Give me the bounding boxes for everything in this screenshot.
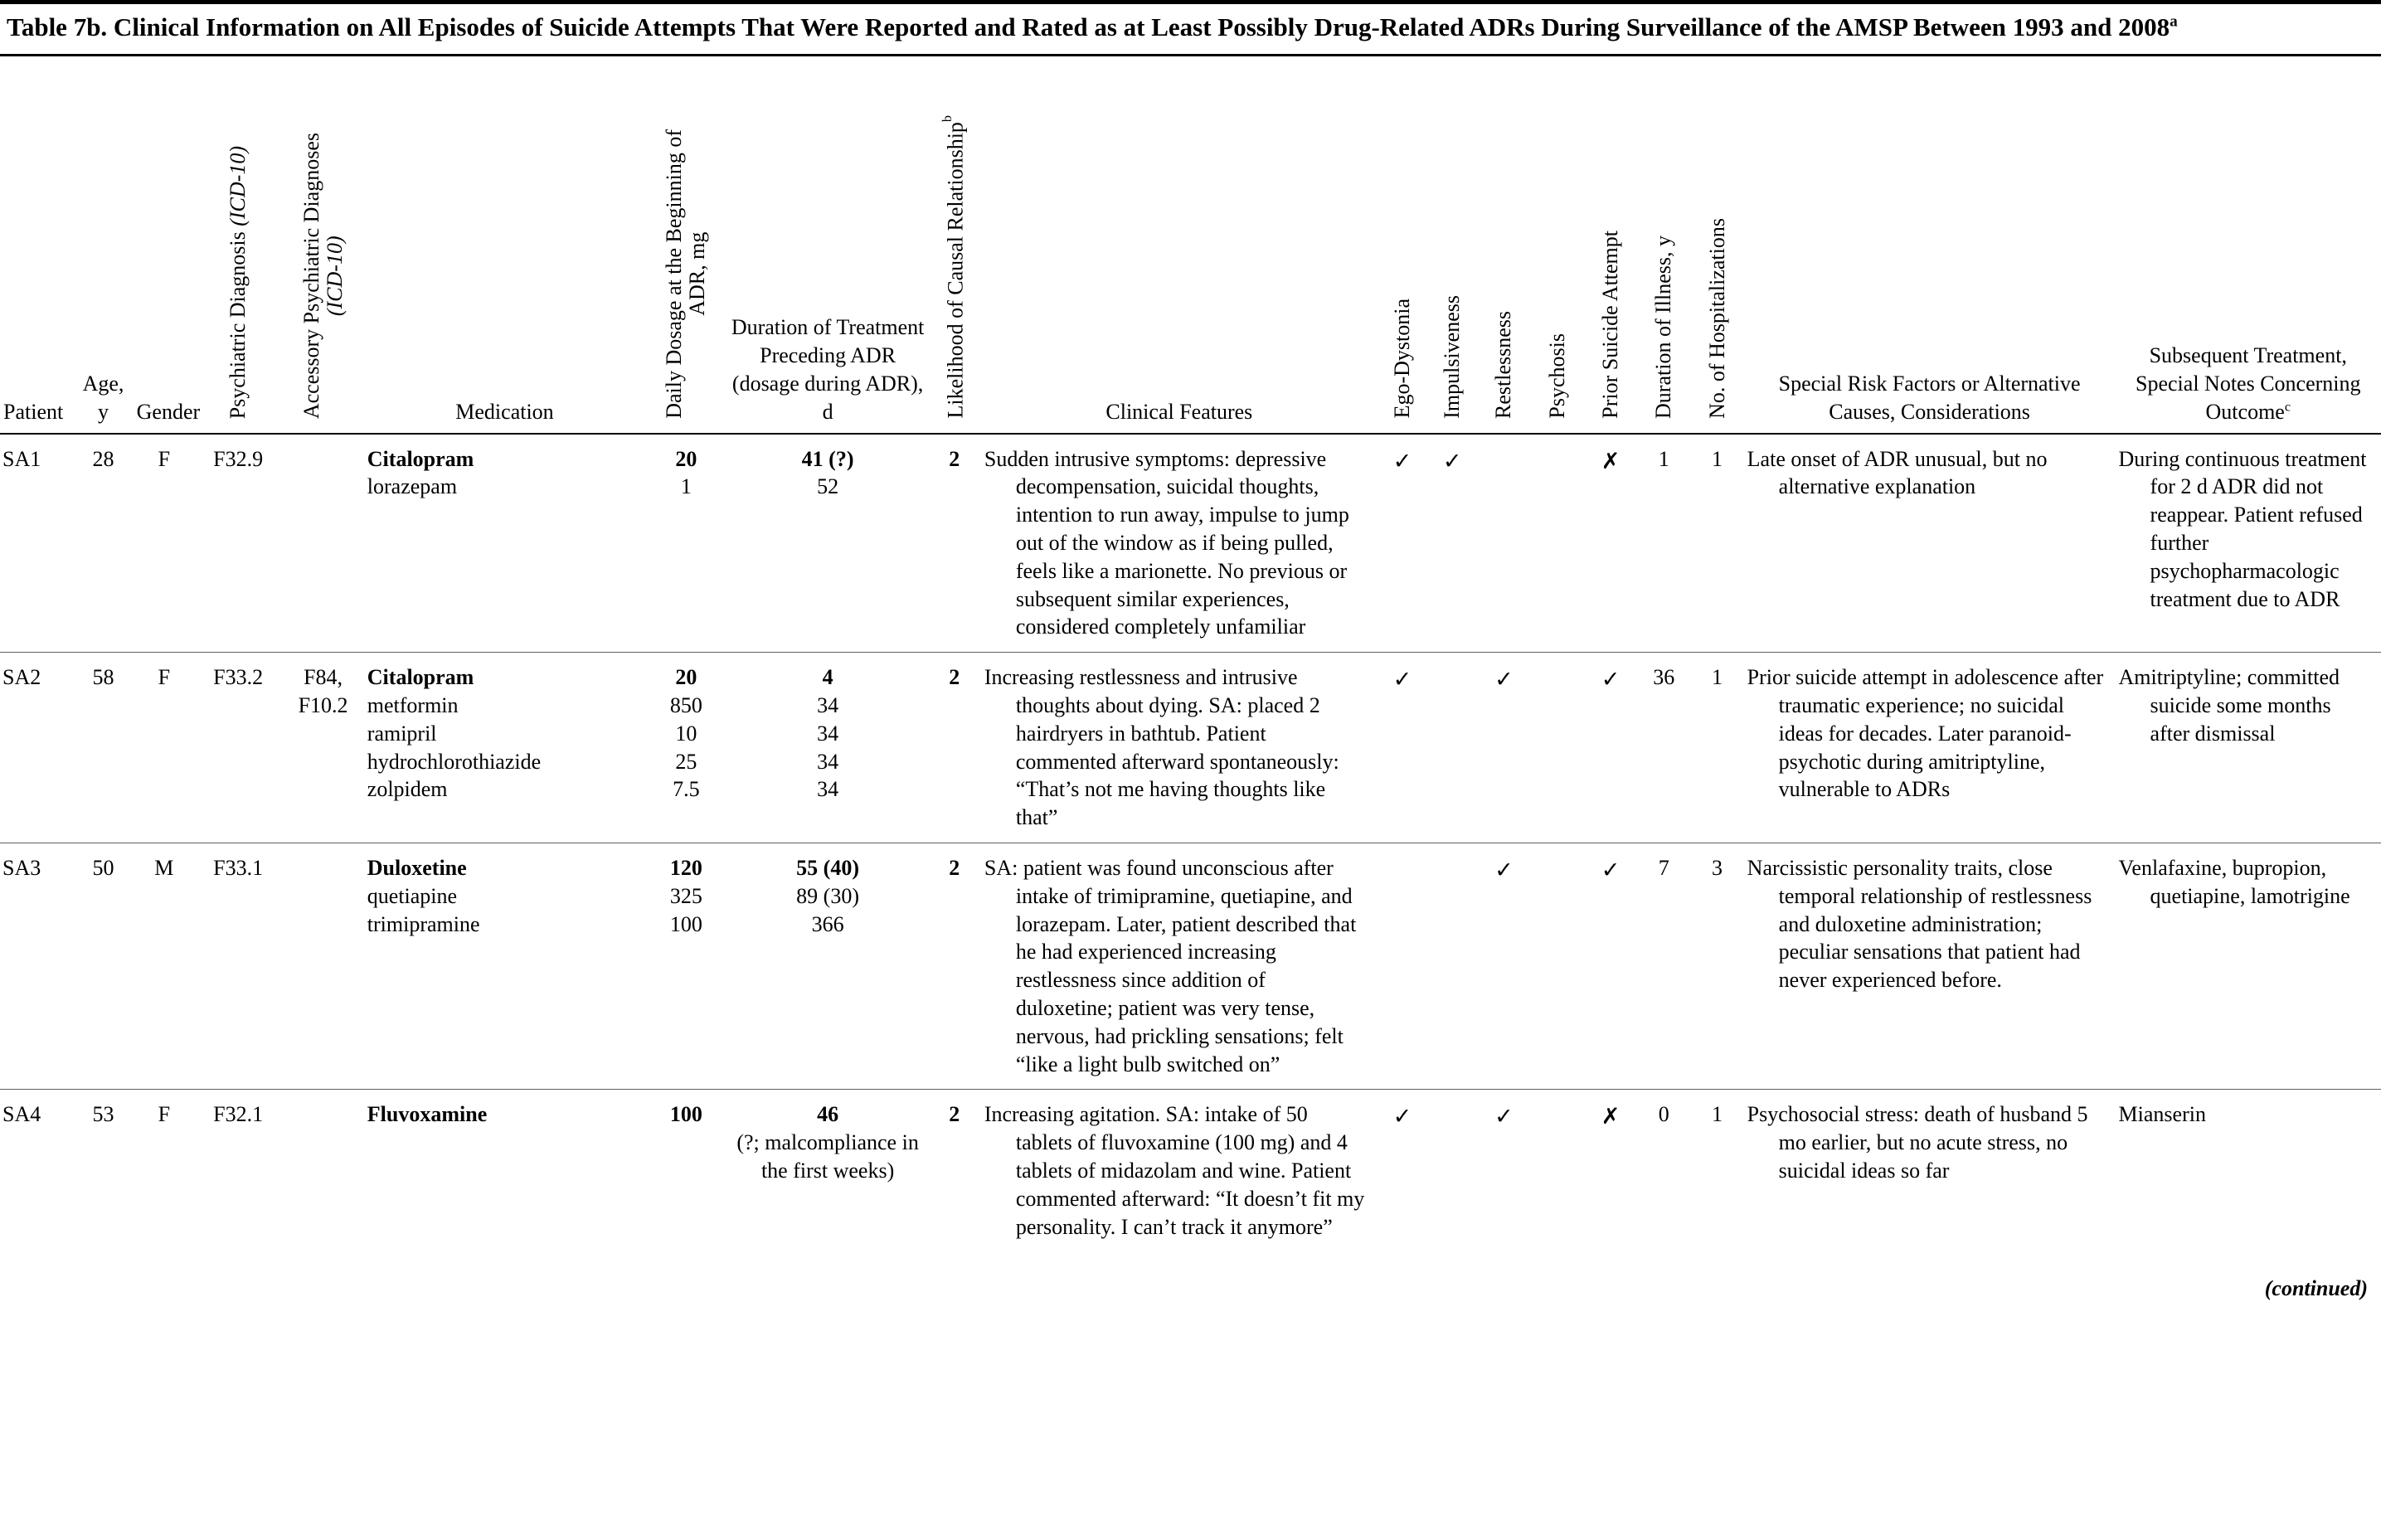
table-title [0, 0, 2381, 56]
duration-cell [728, 434, 928, 653]
accessory-label-text: Accessory Psychiatric Diagnoses [299, 132, 323, 419]
patient-id-cell: SA3 [2, 856, 41, 881]
continued-note: (continued) [2264, 1276, 2368, 1301]
duration-value: 34 [817, 721, 839, 746]
accessory-diagnoses-cell [281, 653, 364, 843]
medication-name: hydrochlorothiazide [367, 749, 542, 774]
accessory-label-icd: (ICD-10) [322, 235, 347, 316]
dosage-value: 325 [669, 883, 702, 908]
col-header-psychosis [1531, 56, 1584, 434]
gender-cell: F [158, 446, 171, 471]
duration-value: 34 [817, 749, 839, 774]
duration-cell [728, 843, 928, 1090]
accessory-diagnoses-cell [281, 434, 364, 653]
subsequent-treatment-cell: During continuous treatment for 2 d ADR did not reappear. Patient refused further psychopharmacologic treatment due to ADR [2118, 446, 2367, 611]
dosage-value: 1 [680, 474, 692, 499]
impulsiveness-flag-cell [1427, 843, 1477, 1090]
col-header-subsequent-treatment-label: Subsequent Treatment, Special Notes Concerning Outcome [2136, 343, 2361, 424]
dosage-value: 7.5 [673, 777, 700, 802]
prior-flag-cell: ✗ [1601, 1104, 1621, 1130]
col-header-psychiatric-diagnosis [195, 56, 281, 434]
dosage-value: 20 [675, 446, 697, 471]
duration-value: 46 [817, 1102, 839, 1127]
col-header-restlessness [1477, 56, 1530, 434]
duration-value: 366 [811, 911, 844, 936]
col-header-medication-label: Medication [455, 399, 554, 424]
diagnosis-cell: F33.2 [213, 665, 264, 690]
impulsiveness-flag-cell [1427, 653, 1477, 843]
duration-value: 52 [817, 474, 839, 499]
psychosis-flag-cell [1531, 434, 1584, 653]
medication-name: ramipril [367, 721, 437, 746]
ego-flag-cell: ✓ [1392, 1104, 1412, 1130]
clinical-features-cell: Increasing agitation. SA: intake of 50 tablets of fluvoxamine (100 mg) and 4 tablets of midazolam and wine. Patient commented afterward: “It doesn’t fit my personality. I can’t track it anymore” [984, 1102, 1365, 1239]
medication-name: trimipramine [367, 911, 480, 936]
likelihood-label-text: Likelihood of Causal Relationship [944, 122, 969, 419]
table-header [0, 56, 2381, 434]
dosage-value: 120 [669, 856, 702, 881]
patient-id-cell: SA2 [2, 665, 41, 690]
medication-name: metformin [367, 693, 459, 718]
col-header-treatment-duration-label: Duration of Treatment Preceding ADR (dosage during ADR), d [731, 315, 925, 424]
clinical-features-cell: Increasing restlessness and intrusive thoughts about dying. SA: placed 2 hairdryers in bathtub. Patient commented afterward spontaneously: “That’s not me having thoughts like that” [984, 665, 1339, 830]
col-header-ego-dystonia [1378, 56, 1427, 434]
psychosis-flag-cell [1531, 843, 1584, 1090]
special-risk-cell: Prior suicide attempt in adolescence after traumatic experience; no suicidal ideas for decades. Later paranoid-psychotic during amitriptyline, vulnerable to ADRs [1747, 665, 2104, 802]
dosage-value: 25 [675, 749, 697, 774]
duration-value: 89 (30) [796, 883, 859, 908]
restlessness-flag-cell: ✓ [1494, 667, 1514, 693]
accessory-diagnosis-line: F84, [304, 665, 343, 690]
ego-flag-cell: ✓ [1392, 448, 1412, 474]
dosage-value: 20 [675, 665, 697, 690]
illness-duration-cell: 36 [1653, 665, 1675, 690]
likelihood-cell: 2 [949, 446, 960, 471]
duration-value: 41 (?) [801, 446, 854, 471]
patient-id-cell: SA1 [2, 446, 41, 471]
col-header-psychiatric-diagnosis-label [226, 146, 250, 419]
hospitalizations-cell: 1 [1712, 446, 1723, 471]
dosage-cell [644, 1090, 727, 1251]
restlessness-flag-cell: ✓ [1494, 857, 1514, 884]
duration-cell [728, 653, 928, 843]
clinical-features-cell: SA: patient was found unconscious after intake of trimipramine, quetiapine, and lorazepam. Later, patient described that he had experienced increasing restlessness since addition of duloxetine; patient was very tense, nervous, had prickling sensations; felt “like a light bulb switched on” [984, 856, 1357, 1076]
psychosis-flag-cell [1531, 1090, 1584, 1251]
table-body [0, 434, 2381, 1252]
col-header-hospitalizations-label: No. of Hospitalizations [1704, 217, 1729, 419]
ego-flag-cell [1378, 843, 1427, 1090]
hospitalizations-cell: 1 [1712, 1102, 1723, 1127]
dosage-label-line2: ADR, mg [685, 231, 710, 317]
col-header-prior-suicide-attempt [1584, 56, 1637, 434]
accessory-diagnoses-cell [281, 843, 364, 1090]
duration-value: 34 [817, 693, 839, 718]
subsequent-treatment-cell: Amitriptyline; committed suicide some months after dismissal [2118, 665, 2340, 746]
subsequent-footnote-marker: c [2284, 400, 2291, 415]
age-cell: 50 [92, 856, 114, 881]
prior-flag-cell: ✓ [1601, 667, 1621, 693]
col-header-treatment-duration [728, 56, 928, 434]
medication-cell [365, 1090, 644, 1251]
age-cell: 58 [92, 665, 114, 690]
subsequent-treatment-cell: Venlafaxine, bupropion, quetiapine, lamotrigine [2118, 856, 2350, 908]
table-row-sa2 [0, 653, 2381, 843]
table-title-footnote-marker: a [2170, 12, 2178, 31]
likelihood-cell: 2 [949, 856, 960, 881]
dosage-value: 100 [669, 1102, 702, 1127]
col-header-daily-dosage [644, 56, 727, 434]
age-cell: 28 [92, 446, 114, 471]
table-row-sa3 [0, 843, 2381, 1090]
prior-flag-cell: ✗ [1601, 448, 1621, 474]
medication-name: zolpidem [367, 777, 448, 802]
special-risk-cell: Psychosocial stress: death of husband 5 mo earlier, but no acute stress, no suicidal ideas so far [1747, 1102, 2088, 1183]
col-header-illness-duration-label: Duration of Illness, y [1651, 235, 1676, 419]
dosage-label-line1: Daily Dosage at the Beginning of [662, 129, 687, 419]
likelihood-footnote-marker: b [940, 115, 955, 123]
col-header-age-label: Age, y [82, 372, 124, 424]
col-header-likelihood [928, 56, 981, 434]
medication-name: quetiapine [367, 883, 458, 908]
subsequent-treatment-cell: Mianserin [2118, 1102, 2206, 1127]
col-header-patient [0, 56, 73, 434]
clinical-features-cell: Sudden intrusive symptoms: depressive decompensation, suicidal thoughts, intention to run away, impulse to jump out of the window as if being pulled, feels like a marionette. No previous or subsequent similar experiences, considered completely unfamiliar [984, 446, 1349, 639]
dosage-cell [644, 843, 727, 1090]
clinical-information-table [0, 56, 2381, 1252]
medication-name: Fluvoxamine [367, 1102, 488, 1127]
hospitalizations-cell: 3 [1712, 856, 1723, 881]
medication-cell [365, 434, 644, 653]
col-header-age [73, 56, 133, 434]
col-header-gender-label: Gender [136, 399, 201, 424]
col-header-prior-suicide-attempt-label: Prior Suicide Attempt [1597, 231, 1622, 419]
col-header-special-risk [1744, 56, 2116, 434]
diagnosis-cell: F32.9 [213, 446, 264, 471]
col-header-daily-dosage-label [663, 129, 709, 419]
duration-value: 4 [822, 665, 833, 690]
diagnosis-cell: F33.1 [213, 856, 264, 881]
dosage-cell [644, 434, 727, 653]
prior-flag-cell: ✓ [1601, 857, 1621, 884]
dosage-value: 100 [669, 911, 702, 936]
patient-id-cell: SA4 [2, 1102, 41, 1127]
table-row-sa1 [0, 434, 2381, 653]
col-header-illness-duration [1637, 56, 1690, 434]
illness-duration-cell: 1 [1658, 446, 1669, 471]
duration-value: 34 [817, 777, 839, 802]
likelihood-cell: 2 [949, 665, 960, 690]
duration-note: (?; malcompliance in the first weeks) [736, 1130, 919, 1183]
gender-cell: F [158, 665, 171, 690]
medication-name: Citalopram [367, 665, 474, 690]
impulsiveness-flag-cell: ✓ [1442, 448, 1462, 474]
col-header-patient-label: Patient [3, 399, 64, 424]
diagnosis-label-icd: (ICD-10) [226, 145, 250, 226]
col-header-clinical-features [981, 56, 1378, 434]
impulsiveness-flag-cell [1427, 1090, 1477, 1251]
col-header-restlessness-label: Restlessness [1491, 310, 1516, 419]
likelihood-cell: 2 [949, 1102, 960, 1127]
gender-cell: M [154, 856, 174, 881]
table-title-text: Table 7b. Clinical Information on All Episodes of Suicide Attempts That Were Reported and Rated as at Least Possibly Drug-Related ADRs During Surveillance of the AMSP Between 1993 and 2008 [7, 12, 2170, 41]
table-row-sa4 [0, 1090, 2381, 1251]
accessory-diagnosis-line: F10.2 [298, 693, 348, 718]
hospitalizations-cell: 1 [1712, 665, 1723, 690]
medication-name: lorazepam [367, 474, 458, 499]
ego-flag-cell: ✓ [1392, 667, 1412, 693]
col-header-accessory-diagnoses [281, 56, 364, 434]
header-row [0, 56, 2381, 434]
special-risk-cell: Narcissistic personality traits, close temporal relationship of restlessness and duloxetine administration; peculiar sensations that patient had never experienced before. [1747, 856, 2092, 993]
gender-cell: F [158, 1102, 171, 1127]
col-header-subsequent-treatment [2116, 56, 2381, 434]
diagnosis-label-text: Psychiatric Diagnosis [226, 231, 250, 419]
duration-value: 55 (40) [796, 856, 859, 881]
col-header-special-risk-label: Special Risk Factors or Alternative Causes, Considerations [1778, 372, 2081, 424]
accessory-diagnoses-cell [281, 1090, 364, 1251]
col-header-hospitalizations [1690, 56, 1743, 434]
col-header-gender [134, 56, 201, 434]
col-header-ego-dystonia-label: Ego-Dystonia [1389, 299, 1414, 419]
dosage-value: 850 [669, 693, 702, 718]
col-header-impulsiveness-label: Impulsiveness [1440, 295, 1465, 419]
illness-duration-cell: 0 [1658, 1102, 1669, 1127]
col-header-likelihood-label [940, 115, 968, 419]
col-header-accessory-diagnoses-label [300, 133, 347, 419]
duration-cell [728, 1090, 928, 1251]
age-cell: 53 [92, 1102, 114, 1127]
illness-duration-cell: 7 [1658, 856, 1669, 881]
dosage-value: 10 [675, 721, 697, 746]
special-risk-cell: Late onset of ADR unusual, but no alternative explanation [1747, 446, 2048, 499]
dosage-cell [644, 653, 727, 843]
medication-name: Duloxetine [367, 856, 467, 881]
medication-name: Citalopram [367, 446, 474, 471]
col-header-impulsiveness [1427, 56, 1477, 434]
col-header-medication [365, 56, 644, 434]
medication-cell [365, 843, 644, 1090]
diagnosis-cell: F32.1 [213, 1102, 264, 1127]
restlessness-flag-cell: ✓ [1494, 1104, 1514, 1130]
col-header-psychosis-label: Psychosis [1544, 333, 1569, 419]
psychosis-flag-cell [1531, 653, 1584, 843]
restlessness-flag-cell [1477, 434, 1530, 653]
col-header-clinical-features-label: Clinical Features [1105, 399, 1253, 424]
medication-cell [365, 653, 644, 843]
